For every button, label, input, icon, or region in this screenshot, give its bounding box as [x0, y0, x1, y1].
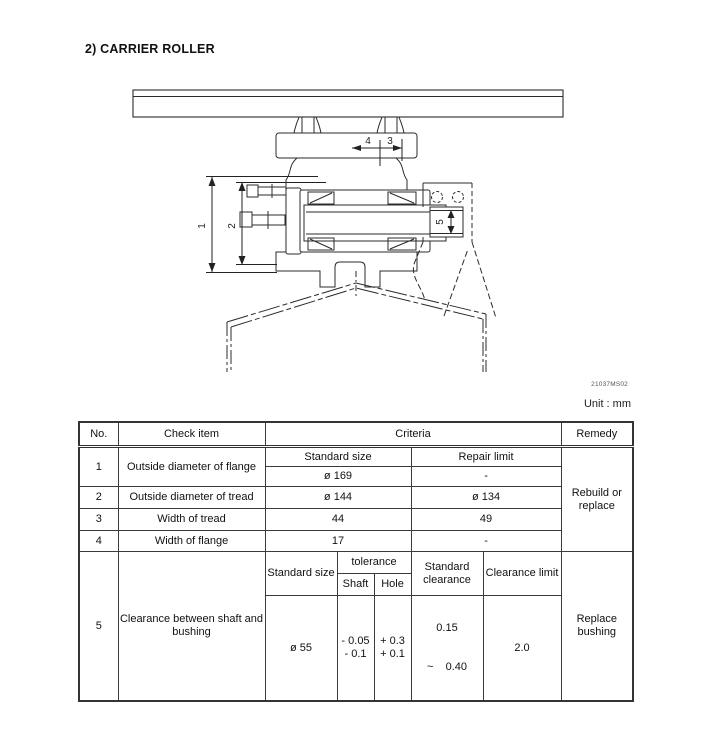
clearance-limit-value: 2.0	[483, 596, 561, 702]
standard-clearance-value: 0.15 ~ 0.40	[411, 596, 483, 702]
table-row	[79, 447, 633, 467]
standard-size-value: ø 55	[265, 596, 337, 702]
check-item: Outside diameter of tread	[118, 487, 265, 509]
standard-value: 44	[265, 509, 411, 531]
repair-value: 49	[411, 509, 561, 531]
row-no: 3	[79, 509, 118, 531]
mounting-bolts	[240, 184, 286, 229]
subheader-hole: Hole	[374, 574, 411, 596]
check-item: Width of tread	[118, 509, 265, 531]
spec-table	[78, 421, 634, 702]
roller-section	[240, 117, 463, 287]
dim-label-5: 5	[435, 219, 446, 225]
track-frame-outline	[227, 271, 486, 372]
table-header-row	[79, 422, 633, 447]
subheader-standard-clearance: Standard clearance	[411, 552, 483, 596]
figure-code: 21037MS02	[591, 381, 628, 388]
standard-value: 17	[265, 531, 411, 552]
standard-value: ø 144	[265, 487, 411, 509]
subheader-clearance-limit: Clearance limit	[483, 552, 561, 596]
page-title: 2) CARRIER ROLLER	[85, 42, 215, 56]
check-item: Clearance between shaft and bushing	[118, 552, 265, 702]
repair-value: ø 134	[411, 487, 561, 509]
subheader-shaft: Shaft	[337, 574, 374, 596]
col-header-remedy: Remedy	[561, 422, 633, 447]
track-rail	[133, 90, 563, 117]
dim-label-1: 1	[197, 223, 208, 229]
table-row	[79, 487, 633, 509]
table-row	[79, 552, 633, 574]
row-no: 4	[79, 531, 118, 552]
subheader-standard-size: Standard size	[265, 447, 411, 467]
subheader-standard-size: Standard size	[265, 552, 337, 596]
remedy-cell: Replace bushing	[561, 552, 633, 702]
repair-value: -	[411, 531, 561, 552]
remedy-cell: Rebuild or replace	[561, 447, 633, 552]
repair-value: -	[411, 467, 561, 487]
row-no: 2	[79, 487, 118, 509]
dim-label-2: 2	[227, 223, 238, 229]
check-item: Outside diameter of flange	[118, 447, 265, 487]
col-header-criteria: Criteria	[265, 422, 561, 447]
dim-label-3: 3	[387, 136, 393, 147]
table-row	[79, 531, 633, 552]
subheader-repair-limit: Repair limit	[411, 447, 561, 467]
row-no: 1	[79, 447, 118, 487]
dim-label-4: 4	[365, 136, 371, 147]
col-header-check-item: Check item	[118, 422, 265, 447]
table-row	[79, 509, 633, 531]
hole-tolerance-value: + 0.3 + 0.1	[374, 596, 411, 702]
col-header-no: No.	[79, 422, 118, 447]
shaft-tolerance-value: - 0.05 - 0.1	[337, 596, 374, 702]
subheader-tolerance: tolerance	[337, 552, 411, 574]
unit-label: Unit : mm	[583, 398, 631, 410]
check-item: Width of flange	[118, 531, 265, 552]
row-no: 5	[79, 552, 118, 702]
standard-value: ø 169	[265, 467, 411, 487]
